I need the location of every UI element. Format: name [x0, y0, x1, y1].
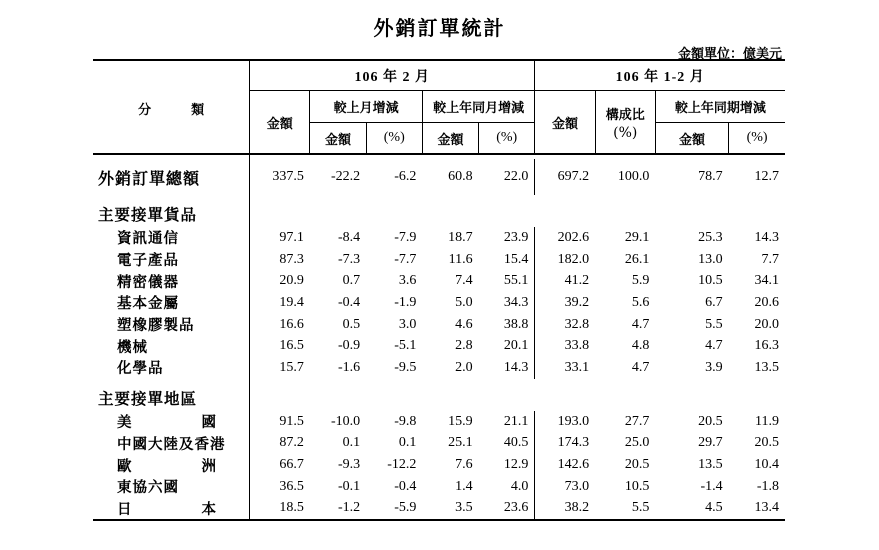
cell-amount-month: 97.1 [250, 227, 310, 249]
cell-mom-pct: 3.0 [398, 316, 417, 332]
cell-yoy-month-pct: 55.1 [503, 273, 529, 289]
section-title-products: 主要接單貨品 [98, 205, 198, 224]
table-row-region [93, 433, 785, 455]
cell-share: 4.8 [631, 338, 650, 354]
cell-mom-amount: -8.4 [337, 229, 361, 245]
header-yoy-month-change: 較上年同月增減 [422, 91, 534, 123]
cell-yoy-month-amount: 2.0 [455, 359, 473, 375]
label-char: 美 [117, 414, 133, 432]
row-label: 機械 [117, 338, 148, 356]
cell-amount-cumulative: 33.8 [535, 335, 595, 357]
cell-yoy-period-pct: 13.5 [754, 359, 779, 375]
cell-amount-month: 16.6 [250, 314, 310, 336]
table-row-region [93, 454, 785, 476]
cell-mom-pct: -0.4 [394, 478, 417, 494]
cell-mom-amount: -0.1 [337, 478, 361, 494]
header-amount-month: 金額 [250, 91, 310, 155]
row-label: 東協六國 [117, 479, 179, 497]
row-label: 化學品 [117, 360, 164, 378]
cell-yoy-month-amount: 1.4 [455, 478, 473, 494]
cell-mom-pct: -12.2 [387, 457, 417, 473]
cell-yoy-period-amount: 4.5 [655, 498, 728, 521]
cell-amount-month: 36.5 [250, 476, 310, 498]
row-label: 塑橡膠製品 [117, 317, 195, 335]
cell-amount-month: 19.4 [250, 292, 310, 314]
table-row-total [93, 159, 785, 195]
cell-yoy-period-pct: 7.7 [761, 251, 779, 267]
cell-share: 25.0 [624, 435, 650, 451]
cell-yoy-period-amount: 10.5 [698, 273, 723, 289]
cell-yoy-period-pct: 10.4 [754, 457, 779, 473]
label-char: 本 [201, 500, 217, 518]
table-row-region [93, 411, 785, 433]
cell-yoy-period-pct: 14.3 [754, 229, 779, 245]
row-label: 資訊通信 [117, 230, 179, 248]
cell-share: 27.7 [624, 413, 650, 429]
cell-mom-amount: -0.4 [337, 294, 361, 310]
label-char: 洲 [201, 457, 217, 475]
export-orders-table [93, 59, 785, 521]
table-row-product [93, 249, 785, 271]
header-category [93, 60, 250, 154]
header-mom-change: 較上月增減 [310, 91, 422, 123]
header-yoy-period-change: 較上年同期增減 [655, 91, 785, 123]
cell-yoy-period-amount: 5.5 [705, 316, 723, 332]
cell-share: 4.7 [631, 359, 650, 375]
cell-mom-amount: -22.2 [330, 169, 361, 184]
cell-mom-pct: 3.6 [398, 273, 417, 289]
header-amount-cumulative: 金額 [535, 91, 595, 155]
cell-yoy-period-pct: 20.6 [754, 294, 779, 310]
section-filler [250, 195, 785, 227]
cell-amount-cumulative: 33.1 [535, 357, 595, 379]
label-char: 類 [191, 103, 205, 118]
cell-amount-cumulative: 193.0 [535, 411, 595, 433]
header-mom-pct: (%) [366, 123, 422, 155]
cell-yoy-month-amount: 7.4 [455, 273, 473, 289]
section-header-products [93, 195, 785, 227]
row-label [93, 411, 250, 433]
cell-mom-pct: -7.9 [394, 229, 417, 245]
cell-mom-pct: -5.9 [366, 498, 422, 521]
cell-yoy-period-pct: 12.7 [754, 169, 779, 184]
table-row-product [93, 357, 785, 379]
cell-yoy-month-amount: 11.6 [448, 251, 473, 267]
cell-share: 5.6 [631, 294, 650, 310]
cell-amount-month: 15.7 [250, 357, 310, 379]
cell-share: 10.5 [624, 478, 650, 494]
cell-yoy-period-amount: 13.0 [698, 251, 723, 267]
cell-yoy-month-pct: 20.1 [503, 338, 529, 354]
cell-share: 29.1 [624, 229, 650, 245]
label-char: 分 [138, 103, 152, 118]
cell-mom-pct: -6.2 [394, 169, 417, 184]
cell-mom-pct: -1.9 [394, 294, 417, 310]
cell-amount-cumulative: 38.2 [535, 498, 595, 521]
cell-yoy-month-amount: 15.9 [448, 413, 473, 429]
cell-yoy-period-amount: 13.5 [698, 457, 723, 473]
cell-amount-month: 18.5 [250, 498, 310, 521]
cell-yoy-month-amount: 7.6 [455, 457, 473, 473]
cell-yoy-period-pct: -1.8 [756, 478, 779, 494]
section-header-regions [93, 379, 785, 411]
table-row-product [93, 314, 785, 336]
page-title: 外銷訂單統計 [373, 16, 506, 40]
label-char: 日 [117, 500, 133, 518]
table-row-region [93, 476, 785, 498]
cell-amount-month: 16.5 [250, 335, 310, 357]
header-yoy-period-amount: 金額 [655, 123, 728, 155]
cell-yoy-month-amount: 4.6 [455, 316, 473, 332]
cell-yoy-month-pct: 34.3 [503, 294, 529, 310]
row-label [93, 498, 250, 521]
cell-yoy-period-amount: 6.7 [705, 294, 723, 310]
cell-amount-cumulative: 41.2 [535, 270, 595, 292]
section-title-regions: 主要接單地區 [98, 388, 198, 408]
cell-share: 4.7 [631, 316, 650, 332]
cell-yoy-period-amount: 20.5 [698, 413, 723, 429]
table-body [93, 154, 785, 520]
cell-yoy-month-pct: 15.4 [503, 251, 529, 267]
cell-amount-month: 20.9 [250, 270, 310, 292]
cell-amount-cumulative: 697.2 [535, 159, 595, 195]
cell-mom-pct: -5.1 [394, 338, 417, 354]
table-row-region [93, 498, 785, 521]
row-label: 基本金屬 [117, 295, 179, 313]
row-label: 電子產品 [117, 252, 179, 270]
header-yoy-period-pct: (%) [729, 123, 785, 155]
cell-yoy-month-amount: 2.8 [455, 338, 473, 354]
cell-yoy-month-amount: 5.0 [455, 294, 473, 310]
row-label [93, 454, 250, 476]
header-category-label [138, 99, 204, 118]
header-share [595, 91, 655, 155]
header-yoy-month-pct: (%) [479, 123, 535, 155]
cell-amount-cumulative: 32.8 [535, 314, 595, 336]
cell-amount-month: 66.7 [250, 454, 310, 476]
cell-yoy-period-amount: 29.7 [698, 435, 723, 451]
cell-amount-month: 337.5 [250, 159, 310, 195]
cell-share: 5.9 [631, 273, 650, 289]
cell-mom-amount: -1.2 [310, 498, 366, 521]
cell-mom-pct: -9.5 [394, 359, 417, 375]
header-share-label: 構成比 [605, 107, 645, 123]
cell-yoy-month-pct: 23.6 [479, 498, 535, 521]
cell-amount-cumulative: 73.0 [535, 476, 595, 498]
table-row-product [93, 292, 785, 314]
cell-yoy-period-amount: 25.3 [698, 229, 723, 245]
header-period-month: 106 年 2 月 [250, 60, 535, 91]
row-label: 外銷訂單總額 [98, 168, 201, 188]
cell-share: 26.1 [624, 251, 650, 267]
cell-yoy-month-pct: 22.0 [503, 169, 529, 184]
cell-yoy-period-amount: -1.4 [700, 478, 723, 494]
cell-yoy-month-pct: 21.1 [503, 413, 529, 429]
cell-mom-amount: 0.1 [342, 435, 361, 451]
row-label: 中國大陸及香港 [117, 435, 226, 453]
cell-mom-amount: 0.5 [342, 316, 361, 332]
row-label-text [117, 411, 217, 432]
cell-yoy-month-pct: 12.9 [503, 457, 529, 473]
cell-mom-pct: -9.8 [394, 413, 417, 429]
cell-amount-cumulative: 39.2 [535, 292, 595, 314]
header-share-unit: (%) [613, 124, 638, 141]
cell-amount-month: 87.2 [250, 433, 310, 455]
cell-amount-cumulative: 202.6 [535, 227, 595, 249]
cell-mom-amount: 0.7 [342, 273, 361, 289]
row-label-text [117, 455, 217, 476]
cell-yoy-period-amount: 4.7 [705, 338, 723, 354]
cell-yoy-period-pct: 13.4 [729, 498, 785, 521]
cell-yoy-period-pct: 20.0 [754, 316, 779, 332]
table-row-product [93, 270, 785, 292]
cell-amount-month: 91.5 [250, 411, 310, 433]
cell-yoy-month-pct: 40.5 [503, 435, 529, 451]
section-filler [250, 379, 785, 411]
cell-yoy-month-pct: 23.9 [503, 229, 529, 245]
cell-mom-amount: -7.3 [337, 251, 361, 267]
cell-yoy-period-pct: 11.9 [755, 413, 779, 429]
cell-yoy-month-amount: 60.8 [448, 169, 473, 184]
cell-mom-amount: -1.6 [337, 359, 361, 375]
cell-share: 5.5 [595, 498, 655, 521]
table-row-product [93, 335, 785, 357]
cell-yoy-period-pct: 34.1 [754, 273, 779, 289]
cell-yoy-period-pct: 16.3 [754, 338, 779, 354]
cell-yoy-month-pct: 38.8 [503, 316, 529, 332]
table-header [93, 60, 785, 154]
unit-note: 金額單位：億美元 [677, 47, 782, 62]
cell-yoy-period-amount: 78.7 [698, 169, 723, 184]
cell-mom-pct: 0.1 [398, 435, 417, 451]
table-row-product [93, 227, 785, 249]
cell-yoy-month-amount: 18.7 [448, 229, 473, 245]
row-label: 精密儀器 [117, 273, 179, 291]
header-period-cumulative: 106 年 1-2 月 [535, 60, 785, 91]
cell-yoy-month-amount: 3.5 [422, 498, 478, 521]
label-char: 歐 [117, 457, 133, 475]
header-mom-amount: 金額 [310, 123, 366, 155]
row-label-text [117, 498, 217, 519]
cell-yoy-period-amount: 3.9 [705, 359, 723, 375]
label-char: 國 [201, 414, 217, 432]
cell-mom-amount: -9.3 [337, 457, 361, 473]
cell-share: 100.0 [617, 169, 650, 184]
cell-yoy-month-pct: 4.0 [510, 478, 529, 494]
cell-amount-cumulative: 182.0 [535, 249, 595, 271]
cell-share: 20.5 [624, 457, 650, 473]
cell-yoy-month-amount: 25.1 [448, 435, 473, 451]
cell-amount-cumulative: 174.3 [535, 433, 595, 455]
cell-amount-month: 87.3 [250, 249, 310, 271]
cell-mom-pct: -7.7 [394, 251, 417, 267]
header-yoy-month-amount: 金額 [422, 123, 478, 155]
cell-yoy-period-pct: 20.5 [754, 435, 779, 451]
cell-mom-amount: -0.9 [337, 338, 361, 354]
cell-yoy-month-pct: 14.3 [503, 359, 529, 375]
cell-amount-cumulative: 142.6 [535, 454, 595, 476]
cell-mom-amount: -10.0 [330, 413, 361, 429]
